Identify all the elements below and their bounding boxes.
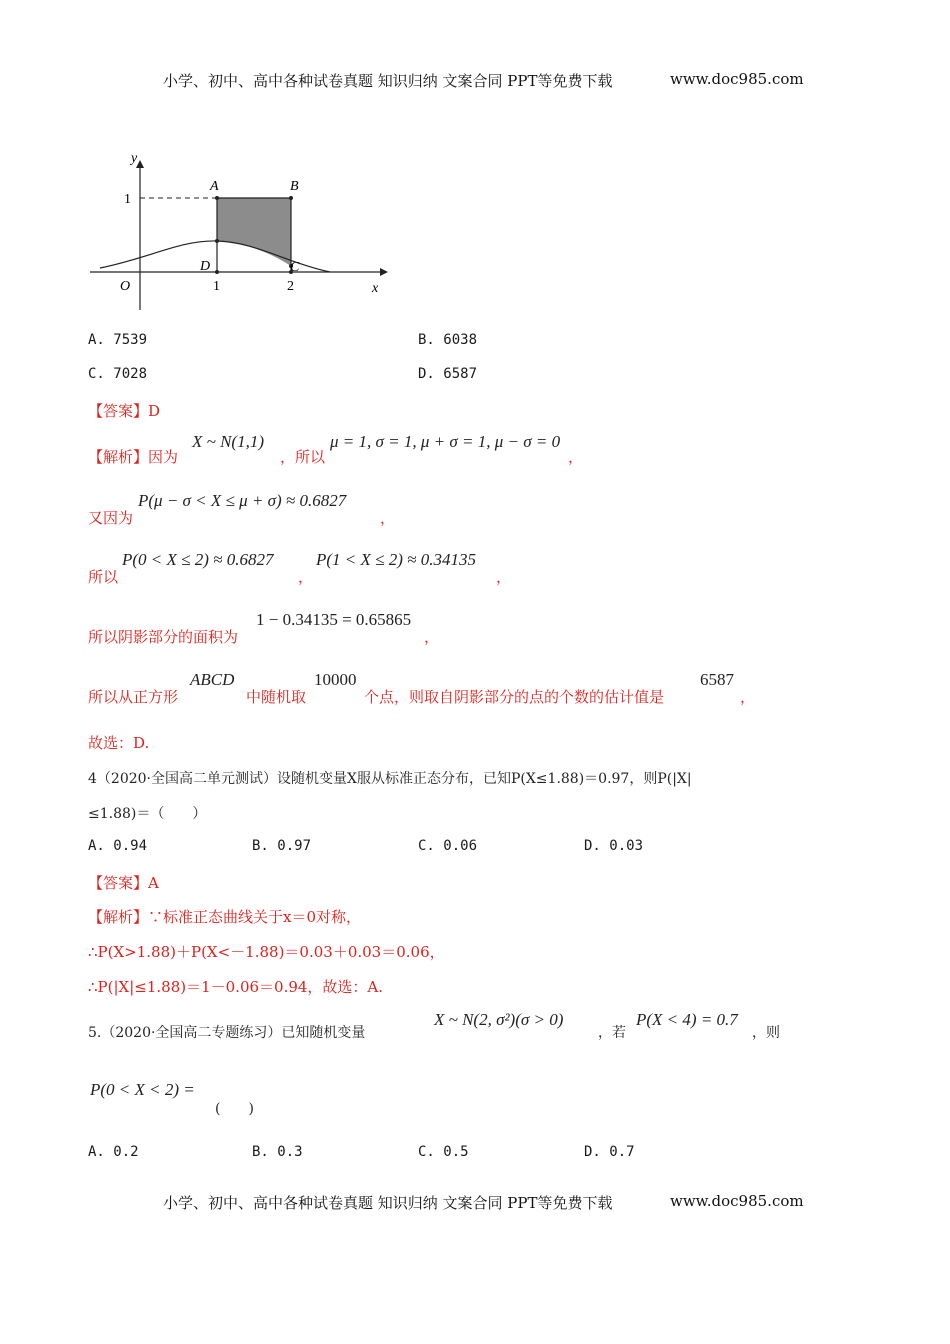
q5-option-c: C. 0.5 — [418, 1144, 469, 1160]
q5-math-3: P(0 < X < 2) = — [90, 1080, 195, 1099]
q4-option-a: A. 0.94 — [88, 838, 148, 854]
q3-text-1: ，所以 — [280, 448, 326, 466]
q5-math-2: P(X < 4) = 0.7 — [636, 1010, 738, 1029]
q5-paren: ( ) — [215, 1101, 254, 1117]
q3-text-8: 所以阴影部分的面积为 — [88, 628, 239, 646]
page-footer: 小学、初中、高中各种试卷真题 知识归纳 文案合同 PPT等免费下载 — [163, 1194, 613, 1212]
q3-option-a: A. 7539 — [88, 332, 148, 348]
x-axis-arrow — [380, 268, 388, 276]
q5-stem-1: 5.（2020·全国高二专题练习）已知随机变量 — [88, 1025, 366, 1041]
label-D: D — [200, 259, 211, 274]
header-text: 小学、初中、高中各种试卷真题 知识归纳 文案合同 PPT等免费下载 — [163, 72, 613, 90]
footer-url: www.doc985.com — [670, 1192, 804, 1210]
q3-text-13: ， — [740, 688, 756, 706]
q3-text-3: 又因为 — [88, 509, 134, 527]
label-tick-x2: 2 — [287, 279, 294, 294]
point-B — [289, 196, 293, 200]
tick-1 — [215, 270, 219, 274]
q3-text-2: ， — [568, 448, 584, 466]
q3-math-8: 10000 — [314, 670, 357, 689]
page-header — [163, 70, 613, 91]
q3-text-14: 故选：D. — [88, 734, 150, 752]
q3-text-12: 个点，则取自阴影部分的点的个数的估计值是 — [364, 688, 665, 706]
point-A — [215, 196, 219, 200]
q3-math-2: μ = 1, σ = 1, μ + σ = 1, μ − σ = 0 — [330, 432, 561, 451]
label-tick-x1: 1 — [213, 279, 220, 294]
q5-option-a: A. 0.2 — [88, 1144, 139, 1160]
normal-curve-figure — [80, 140, 400, 310]
q3-math-1: X ~ N(1,1) — [192, 432, 264, 451]
q3-option-b: B. 6038 — [418, 332, 478, 348]
q3-math-3: P(μ − σ < X ≤ μ + σ) ≈ 0.6827 — [138, 491, 347, 510]
label-x: x — [372, 281, 379, 296]
q3-text-5: 所以 — [88, 568, 119, 586]
q3-analysis-label: 【解析】因为 — [88, 448, 179, 466]
q4-answer: 【答案】A — [88, 874, 159, 892]
q3-option-d: D. 6587 — [418, 366, 478, 382]
q3-text-7: ， — [496, 568, 512, 586]
q4-analysis-2: ∴P(X>1.88)＋P(X<－1.88)＝0.03＋0.03＝0.06， — [88, 943, 445, 961]
q3-math-9: 6587 — [700, 670, 734, 689]
q3-text-10: 所以从正方形 — [88, 688, 179, 706]
q3-text-9: ， — [424, 628, 440, 646]
q5-option-b: B. 0.3 — [252, 1144, 303, 1160]
label-B: B — [290, 179, 299, 194]
q3-math-6: 1 − 0.34135 = 0.65865 — [256, 610, 412, 629]
q4-stem-line1: 4（2020·全国高二单元测试）设随机变量X服从标准正态分布，已知P(X≤1.88)＝0.97，则P(|X| — [88, 771, 692, 787]
q5-math-1: X ~ N(2, σ²)(σ > 0) — [434, 1010, 564, 1029]
label-y: y — [131, 151, 138, 166]
q5-stem-2: ，若 — [598, 1025, 626, 1041]
q5-stem-3: ，则 — [752, 1025, 780, 1041]
q3-math-4: P(0 < X ≤ 2) ≈ 0.6827 — [122, 550, 274, 569]
q4-option-d: D. 0.03 — [584, 838, 644, 854]
q3-text-6: ， — [298, 568, 314, 586]
q3-math-7: ABCD — [190, 670, 235, 689]
label-C: C — [290, 260, 300, 275]
label-A: A — [210, 179, 219, 194]
label-tick-y1: 1 — [124, 192, 131, 207]
q4-option-b: B. 0.97 — [252, 838, 312, 854]
q4-stem-line2: ≤1.88)＝（ ） — [88, 806, 207, 822]
q3-math-5: P(1 < X ≤ 2) ≈ 0.34135 — [316, 550, 476, 569]
point-D — [215, 239, 219, 243]
q4-option-c: C. 0.06 — [418, 838, 478, 854]
q3-option-c: C. 7028 — [88, 366, 148, 382]
q3-text-11: 中随机取 — [246, 688, 307, 706]
label-origin: O — [120, 279, 131, 294]
q4-analysis-3: ∴P(|X|≤1.88)＝1－0.06＝0.94，故选：A. — [88, 978, 384, 996]
q5-option-d: D. 0.7 — [584, 1144, 635, 1160]
q3-text-4: ， — [380, 509, 396, 527]
header-url: www.doc985.com — [670, 70, 804, 88]
q3-answer: 【答案】D — [88, 402, 161, 420]
q4-analysis-1: 【解析】∵标准正态曲线关于x＝0对称， — [88, 908, 362, 926]
